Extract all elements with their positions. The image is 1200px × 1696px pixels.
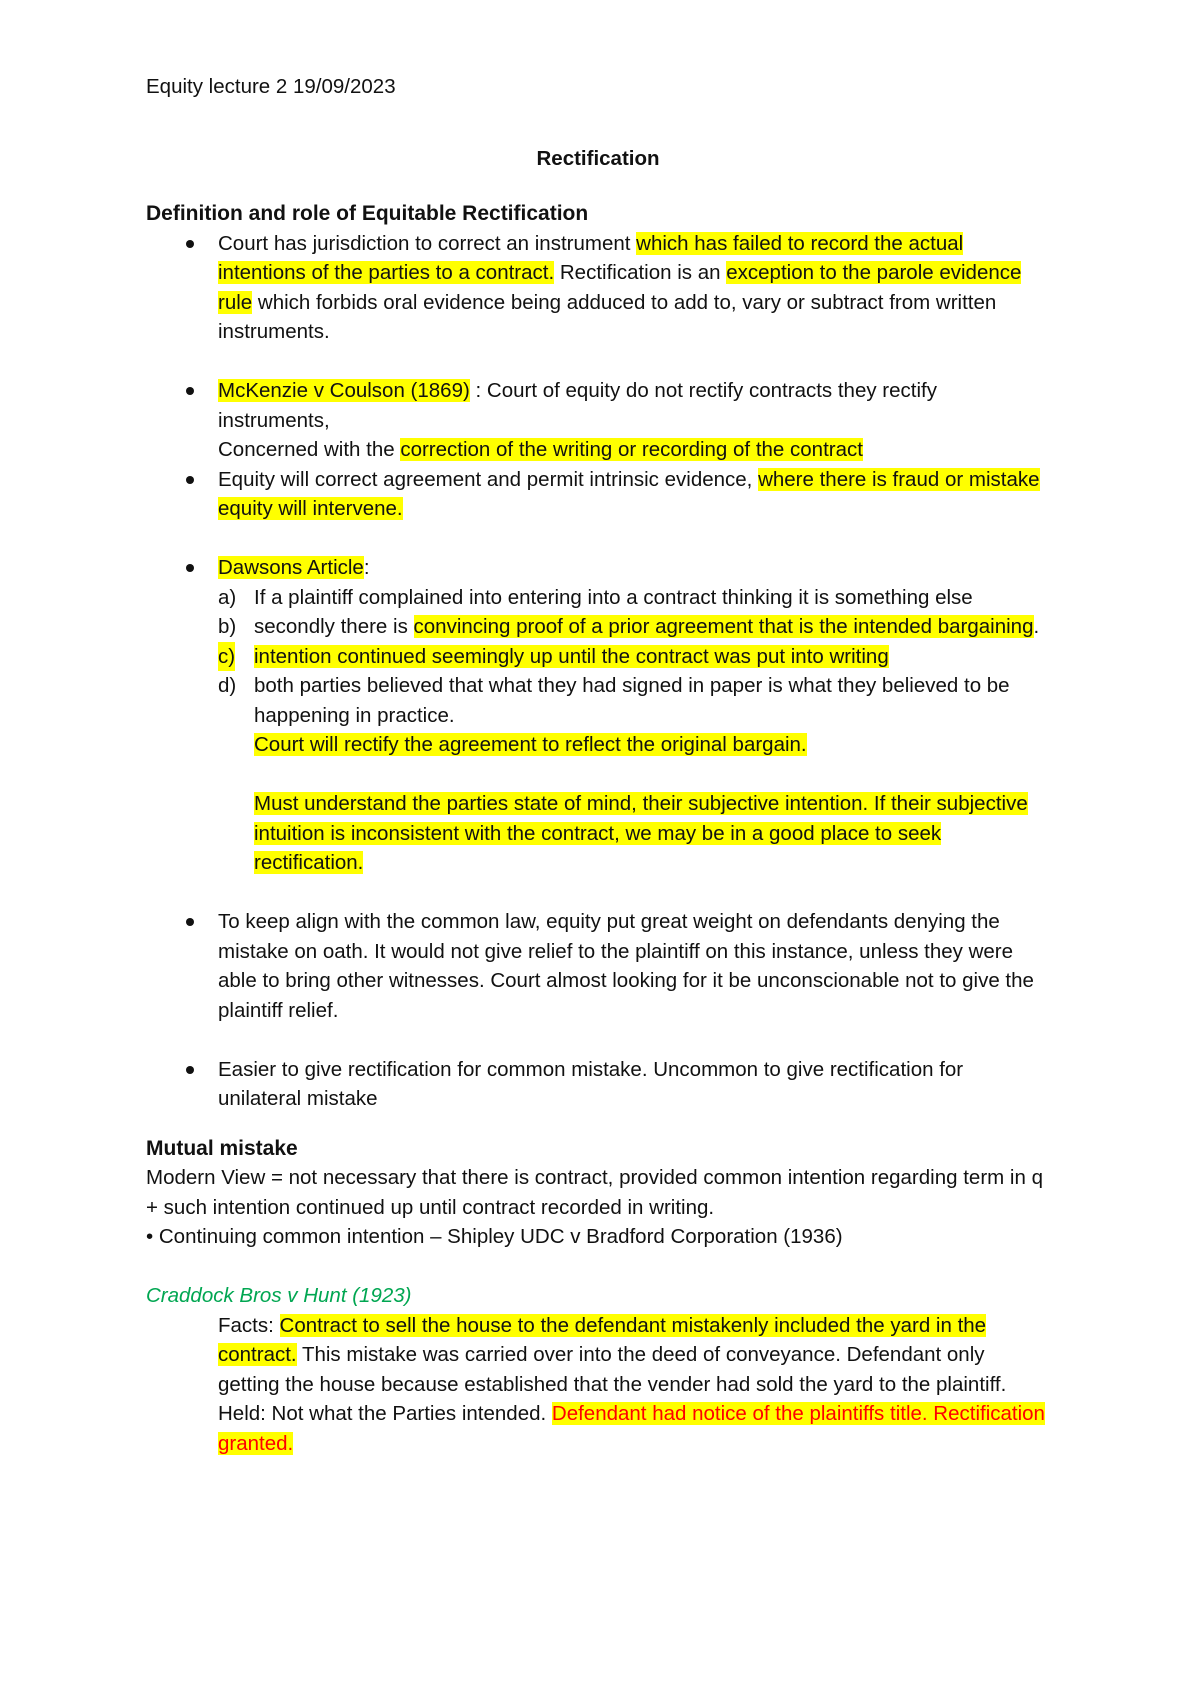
spacer — [146, 524, 1050, 554]
text-span: Court has jurisdiction to correct an instrument — [218, 231, 637, 255]
list-item — [218, 612, 1050, 642]
list-marker: b) — [218, 615, 237, 638]
section-heading-mutual-mistake: Mutual mistake — [146, 1136, 298, 1160]
list-marker: c) — [218, 642, 235, 672]
spacer — [254, 760, 1050, 790]
highlighted-case-name: McKenzie v Coulson (1869) — [218, 379, 470, 402]
highlighted-text: Court will rectify the agreement to reflect the original bargain. — [254, 733, 807, 756]
bullet-jurisdiction — [146, 229, 1050, 347]
spacer — [146, 878, 1050, 908]
text-span: . — [1033, 615, 1040, 638]
held-label: Held: Not what the Parties intended. — [218, 1402, 552, 1425]
list-marker: a) — [218, 585, 237, 609]
text-span: : — [363, 556, 370, 579]
spacer — [146, 347, 1050, 377]
page-title: Rectification — [536, 146, 660, 170]
modern-view-text: Modern View = not necessary that there is contract, provided common intention regarding term in q + such intention continued up until contract recorded in writing. — [146, 1166, 1043, 1219]
text-span: Equity will correct agreement and permit intrinsic evidence, — [218, 467, 759, 491]
list-item — [218, 642, 1050, 672]
spacer — [146, 1252, 1050, 1282]
continuing-intention-text: • Continuing common intention – Shipley UDC v Bradford Corporation (1936) — [146, 1225, 843, 1248]
list-item — [218, 671, 1050, 878]
highlighted-text: convincing proof of a prior agreement that is the intended bargaining — [413, 615, 1034, 638]
spacer — [146, 1114, 1050, 1134]
bullet-mckenzie — [146, 376, 1050, 465]
bullet-common-law — [146, 907, 1050, 1025]
bullet-common-mistake — [146, 1055, 1050, 1114]
bullet-equity-correct — [146, 465, 1050, 524]
text-span: This mistake was carried over into the deed of conveyance. Defendant only getting the house because established that the vender had sold the yard to the plaintiff. — [218, 1343, 1007, 1396]
text-span: which forbids oral evidence being adduced to add to, vary or subtract from written instruments. — [218, 290, 997, 343]
highlighted-text: correction of the writing or recording of the contract — [400, 438, 863, 461]
case-title: Craddock Bros v Hunt (1923) — [146, 1284, 412, 1307]
bullet-dawsons-article — [146, 553, 1050, 878]
highlighted-text: Dawsons Article — [218, 556, 364, 579]
mistake-bullet-list — [146, 1055, 1050, 1114]
text-span: Easier to give rectification for common mistake. Uncommon to give rectification for unilateral mistake — [218, 1057, 964, 1110]
text-span: Concerned with the — [218, 438, 401, 461]
highlighted-text: Must understand the parties state of mind, their subjective intention. If their subjective intuition is inconsistent with the contract, we may be in a good place to seek rectification. — [254, 792, 1028, 874]
document-header: Equity lecture 2 19/09/2023 — [146, 75, 396, 98]
spacer — [146, 1025, 1050, 1055]
highlighted-red-text: Defendant had notice of the plaintiffs title. Rectification granted. — [218, 1402, 1045, 1455]
highlighted-text: intention continued seemingly up until the contract was put into writing — [254, 644, 889, 668]
highlighted-text: Contract to sell the house to the defendant mistakenly included the yard in the contract. — [218, 1313, 987, 1366]
highlighted-text: where there is fraud or mistake equity will intervene. — [218, 467, 1040, 520]
section-heading-definition: Definition and role of Equitable Rectification — [146, 202, 589, 225]
text-span: : Court of equity do not rectify contracts they rectify instruments, — [218, 379, 937, 432]
dawson-bullet-list — [146, 553, 1050, 878]
text-span: both parties believed that what they had signed in paper is what they believed to be happening in practice. — [254, 674, 1010, 727]
list-item — [218, 583, 1050, 613]
dawson-sub-list — [218, 583, 1050, 878]
text-span: secondly there is — [254, 615, 414, 638]
case-held — [146, 1399, 1050, 1458]
highlighted-text: which has failed to record the actual intentions of the parties to a contract. — [218, 231, 964, 284]
case-facts — [146, 1311, 1050, 1400]
text-span: If a plaintiff complained into entering into a contract thinking it is something else — [254, 585, 973, 609]
highlighted-text: exception to the parole evidence rule — [218, 261, 1022, 314]
facts-label: Facts: — [218, 1313, 280, 1337]
definition-bullet-list — [146, 229, 1050, 347]
list-marker: d) — [218, 674, 237, 697]
text-span: To keep align with the common law, equity put great weight on defendants denying the mistake on oath. It would not give relief to the plaintiff on this instance, unless they were able to bring other witnesses. Court almost looking for it be unconscionable not to give the plaintiff relief. — [218, 910, 1034, 1022]
text-span: Rectification is an — [554, 261, 727, 284]
case-bullet-list — [146, 376, 1050, 524]
common-law-bullet-list — [146, 907, 1050, 1025]
